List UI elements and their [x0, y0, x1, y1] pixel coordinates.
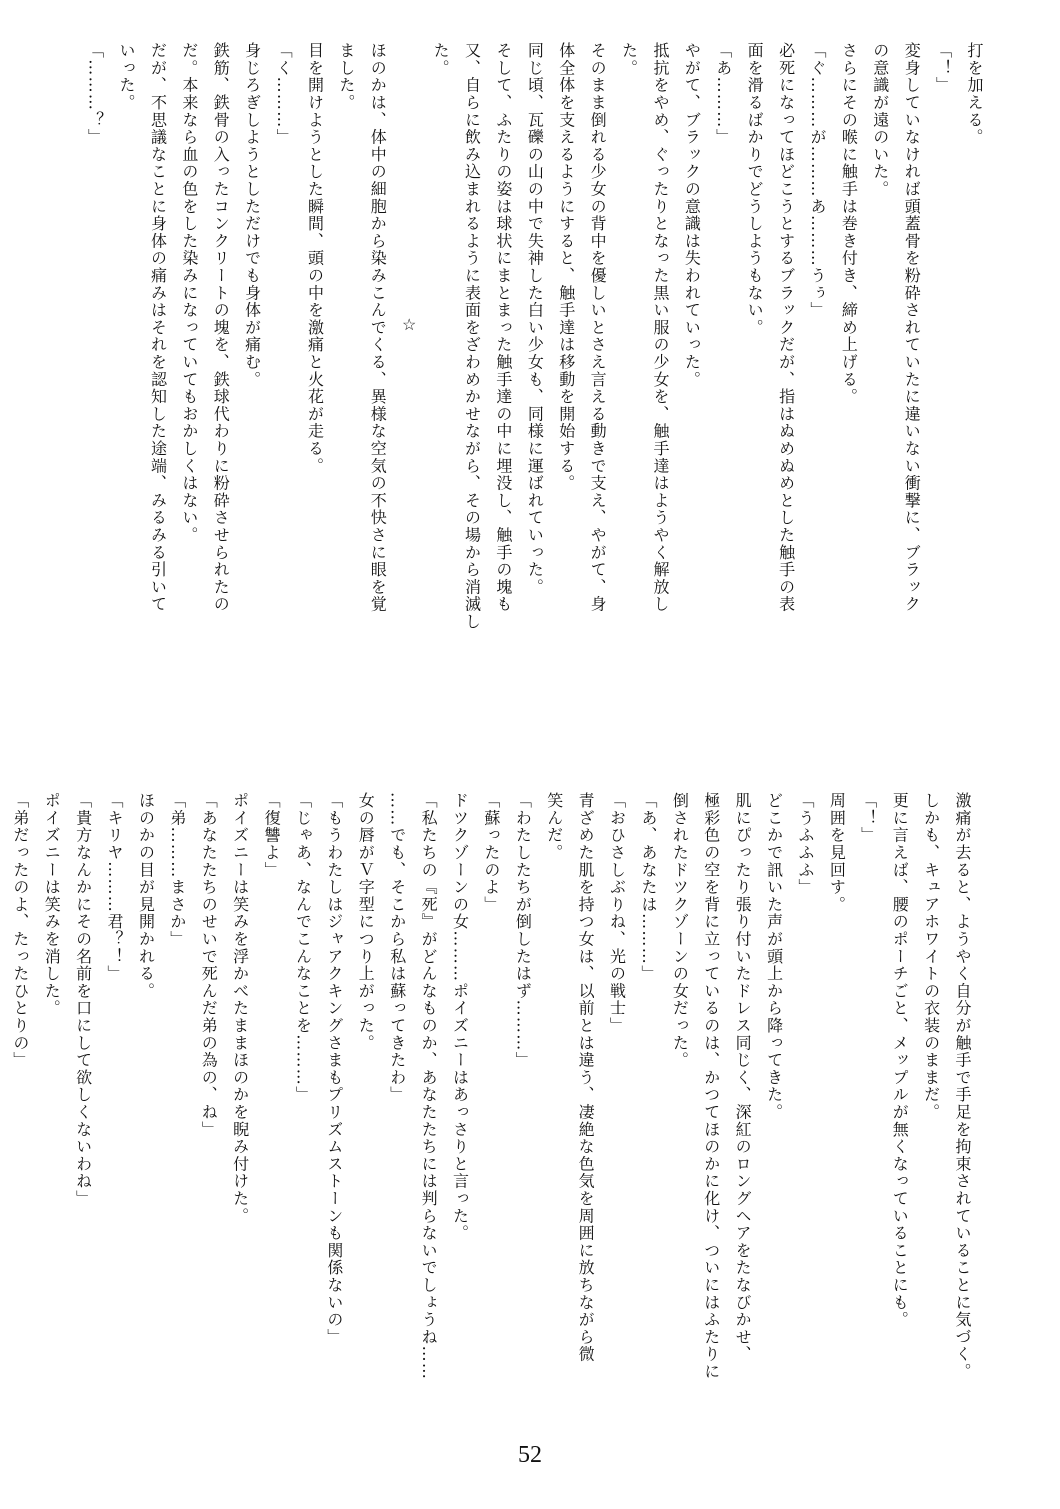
- text-line: いった。: [117, 42, 137, 112]
- text-line: 「わたしたちが倒したはず………」: [513, 792, 533, 1069]
- text-line: だ。本来なら血の色をした染みになっていてもおかしくはない。: [179, 42, 199, 544]
- text-line: 笑んだ。: [544, 792, 564, 862]
- text-line: 青ざめた肌を持つ女は、以前とは違う、凄絶な色気を周囲に放ちながら微: [576, 792, 596, 1363]
- text-line: ました。: [336, 42, 356, 112]
- text-line: 同じ頃、瓦礫の山の中で失神した白い少女も、同様に運ばれていった。: [525, 42, 545, 596]
- text-line: 体全体を支えるようにすると、触手達は移動を開始する。: [556, 42, 576, 492]
- text-line: ドツクゾーンの女………ポイズニーはあっさりと言った。: [450, 792, 470, 1242]
- text-line: 極彩色の空を背に立っているのは、かつてほのかに化け、ついにはふたりに: [701, 792, 721, 1381]
- text-line: 身じろぎしようとしただけでも身体が痛む。: [242, 42, 262, 388]
- text-line: 「弟………まさか」: [167, 792, 187, 948]
- text-line: 更に言えば、腰のポーチごと、メップルが無くなっていることにも。: [890, 792, 910, 1329]
- text-line: た。: [431, 42, 451, 77]
- page-number: 52: [518, 1442, 542, 1468]
- text-line: そのまま倒れる少女の背中を優しいとさえ言える動きで支え、やがて、身: [588, 42, 608, 613]
- text-line: 激痛が去ると、ようやく自分が触手で手足を拘束されていることに気づく。: [953, 792, 972, 1381]
- text-line: 必死になってほどこうとするブラックだが、指はぬめぬめとした触手の表: [776, 42, 796, 613]
- text-line: 「ぐ………が………あ………うぅ」: [807, 42, 827, 319]
- text-line: の意識が遠のいた。: [870, 42, 890, 198]
- text-line: だが、不思議なことに身体の痛みはそれを認知した途端、みるみる引いて: [148, 42, 168, 613]
- text-line: 「弟だったのよ、たったひとりの」: [10, 792, 30, 1069]
- text-line: 又、自らに飲み込まれるように表面をざわめかせながら、その場から消滅し: [462, 42, 482, 631]
- text-line: 「うふふふ」: [795, 792, 815, 896]
- text-line: しかも、キュアホワイトの衣装のままだ。: [921, 792, 941, 1121]
- text-line: 「じゃあ、なんでこんなことを………」: [293, 792, 313, 1104]
- scene-break-star: ☆: [399, 315, 419, 336]
- text-line: 「あなたたちのせいで死んだ弟の為の、ね」: [199, 792, 219, 1138]
- text-line: 「！」: [858, 792, 878, 844]
- text-line: 打を加える。: [965, 42, 984, 146]
- text-line: 倒されたドツクゾーンの女だった。: [670, 792, 690, 1069]
- text-line: 変身していなければ頭蓋骨を粉砕されていたに違いない衝撃に、ブラック: [902, 42, 922, 613]
- text-line: ポイズニーは笑みを浮かべたままほのかを睨み付けた。: [230, 792, 250, 1225]
- text-line: やがて、ブラックの意識は失われていった。: [682, 42, 702, 388]
- text-line: 「貴方なんかにその名前を口にして欲しくないわね」: [73, 792, 93, 1208]
- text-line: 「おひさしぶりね、光の戦士」: [607, 792, 627, 1035]
- text-line: どこかで訊いた声が頭上から降ってきた。: [764, 792, 784, 1121]
- text-line: 面を滑るばかりでどうしようもない。: [745, 42, 765, 337]
- text-line: 「く………」: [274, 42, 294, 146]
- text-line: 女の唇がＶ字型につり上がった。: [356, 792, 376, 1052]
- text-line: ほのかの目が見開かれる。: [136, 792, 156, 1000]
- text-line: さらにその喉に触手は巻き付き、締め上げる。: [839, 42, 859, 406]
- text-line: た。: [619, 42, 639, 77]
- text-line: 「蘇ったのよ」: [481, 792, 501, 914]
- bottom-text-block: [10, 792, 978, 1420]
- text-line: 「あ………」: [713, 42, 733, 146]
- text-line: 「キリヤ………君？！」: [105, 792, 125, 983]
- text-line: 「復讐よ」: [262, 792, 282, 879]
- text-line: ポイズニーは笑みを消した。: [42, 792, 62, 1017]
- text-line: 「………？」: [85, 42, 105, 146]
- text-line: 抵抗をやめ、ぐったりとなった黒い服の少女を、触手達はようやく解放し: [650, 42, 670, 613]
- text-line: 「！」: [933, 42, 953, 94]
- top-text-block: [70, 42, 990, 747]
- text-line: 鉄筋、鉄骨の入ったコンクリートの塊を、鉄球代わりに粉砕させられたの: [211, 42, 231, 613]
- text-line: 「あ、あなたは………」: [638, 792, 658, 983]
- text-line: 「私たちの『死』がどんなものか、あなたたちには判らないでしょうね……: [419, 792, 439, 1381]
- text-line: ……でも、そこから私は蘇ってきたわ」: [387, 792, 407, 1104]
- text-line: 肌にぴったり張り付いたドレス同じく、深紅のロングヘアをたなびかせ、: [733, 792, 753, 1363]
- text-line: 周囲を見回す。: [827, 792, 847, 914]
- text-line: 「もうわたしはジャアクキングさまもプリズムストーンも関係ないの」: [324, 792, 344, 1346]
- text-line: 目を開けようとした瞬間、頭の中を激痛と火花が走る。: [305, 42, 325, 475]
- text-line: そして、ふたりの姿は球状にまとまった触手達の中に埋没し、触手の塊も: [493, 42, 513, 613]
- text-line: ほのかは、体中の細胞から染みこんでくる、異様な空気の不快さに眼を覚: [368, 42, 388, 613]
